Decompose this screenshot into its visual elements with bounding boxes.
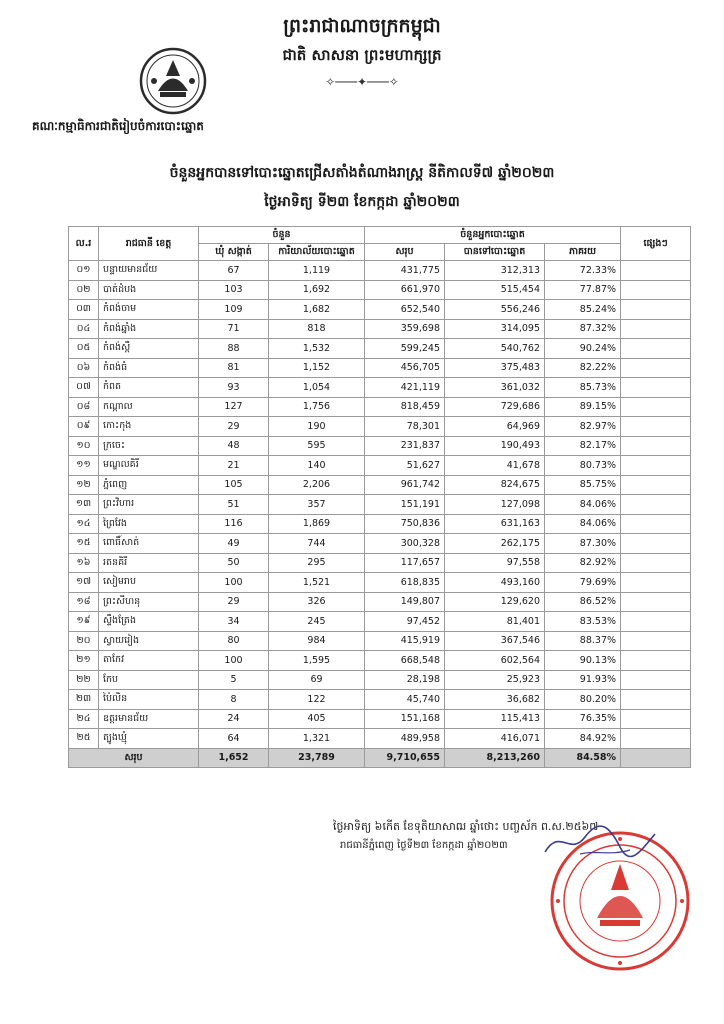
row-voted: 81,401	[445, 612, 545, 632]
row-percent: 85.73%	[545, 378, 621, 398]
row-percent: 76.35%	[545, 709, 621, 729]
header-ornament: ✧───✦───✧	[325, 75, 399, 89]
table-row	[69, 651, 691, 671]
col-header-voters-group: ចំនួនអ្នកបោះឆ្នោត	[365, 227, 621, 244]
row-percent: 89.15%	[545, 397, 621, 417]
row-stations: 357	[269, 495, 365, 515]
row-communes: 64	[199, 729, 269, 749]
row-no: ១២	[69, 475, 99, 495]
row-communes: 103	[199, 280, 269, 300]
row-stations: 140	[269, 456, 365, 476]
totals-stations: 23,789	[269, 748, 365, 768]
row-stations: 595	[269, 436, 365, 456]
row-stations: 122	[269, 690, 365, 710]
place-date: រាជធានីភ្នំពេញ ថ្ងៃទី២៣ ខែកក្កដា ឆ្នាំ២០២៣	[340, 840, 508, 851]
col-header-other: ផ្សេងៗ	[621, 227, 691, 261]
row-voted: 824,675	[445, 475, 545, 495]
row-percent: 82.22%	[545, 358, 621, 378]
row-registered: 961,742	[365, 475, 445, 495]
row-other	[621, 495, 691, 515]
row-stations: 984	[269, 631, 365, 651]
row-communes: 5	[199, 670, 269, 690]
row-no: ០៩	[69, 417, 99, 437]
table-row	[69, 417, 691, 437]
row-percent: 86.52%	[545, 592, 621, 612]
row-stations: 1,152	[269, 358, 365, 378]
row-voted: 314,095	[445, 319, 545, 339]
row-other	[621, 456, 691, 476]
row-voted: 556,246	[445, 300, 545, 320]
row-voted: 115,413	[445, 709, 545, 729]
totals-registered: 9,710,655	[365, 748, 445, 768]
row-percent: 79.69%	[545, 573, 621, 593]
row-percent: 85.24%	[545, 300, 621, 320]
row-stations: 295	[269, 553, 365, 573]
row-province: កោះកុង	[99, 417, 199, 437]
table-row	[69, 300, 691, 320]
row-province: សៀមរាប	[99, 573, 199, 593]
row-communes: 88	[199, 339, 269, 359]
table-row	[69, 280, 691, 300]
table-row	[69, 261, 691, 281]
row-voted: 361,032	[445, 378, 545, 398]
row-no: ១៧	[69, 573, 99, 593]
row-communes: 51	[199, 495, 269, 515]
row-voted: 190,493	[445, 436, 545, 456]
row-other	[621, 378, 691, 398]
row-province: ក្រចេះ	[99, 436, 199, 456]
row-communes: 105	[199, 475, 269, 495]
row-stations: 744	[269, 534, 365, 554]
row-province: កំពត	[99, 378, 199, 398]
row-other	[621, 280, 691, 300]
row-voted: 540,762	[445, 339, 545, 359]
row-no: ១១	[69, 456, 99, 476]
row-province: ស្ទឹងត្រែង	[99, 612, 199, 632]
table-row	[69, 534, 691, 554]
row-province: ព្រៃវែង	[99, 514, 199, 534]
row-stations: 1,054	[269, 378, 365, 398]
row-province: ត្បូងឃ្មុំ	[99, 729, 199, 749]
totals-communes: 1,652	[199, 748, 269, 768]
row-province: កែប	[99, 670, 199, 690]
totals-row	[69, 748, 691, 768]
row-stations: 1,595	[269, 651, 365, 671]
row-stations: 1,321	[269, 729, 365, 749]
row-registered: 231,837	[365, 436, 445, 456]
row-province: ប៉ៃលិន	[99, 690, 199, 710]
row-voted: 375,483	[445, 358, 545, 378]
row-no: ១៦	[69, 553, 99, 573]
report-date: ថ្ងៃអាទិត្យ ទី២៣ ខែកក្កដា ឆ្នាំ២០២៣	[264, 194, 460, 210]
row-province: កណ្ដាល	[99, 397, 199, 417]
row-province: បន្ទាយមានជ័យ	[99, 261, 199, 281]
row-stations: 69	[269, 670, 365, 690]
row-voted: 97,558	[445, 553, 545, 573]
row-no: ១០	[69, 436, 99, 456]
row-stations: 1,521	[269, 573, 365, 593]
row-percent: 80.73%	[545, 456, 621, 476]
row-stations: 245	[269, 612, 365, 632]
row-communes: 81	[199, 358, 269, 378]
col-header-total: សរុប	[365, 244, 445, 261]
row-no: ២៤	[69, 709, 99, 729]
row-communes: 21	[199, 456, 269, 476]
table-row	[69, 690, 691, 710]
row-province: ព្រះវិហារ	[99, 495, 199, 515]
row-no: ១៩	[69, 612, 99, 632]
row-communes: 50	[199, 553, 269, 573]
table-row	[69, 709, 691, 729]
row-communes: 100	[199, 651, 269, 671]
row-stations: 1,119	[269, 261, 365, 281]
table-row	[69, 358, 691, 378]
totals-label: សរុប	[69, 748, 199, 768]
row-other	[621, 670, 691, 690]
row-percent: 87.30%	[545, 534, 621, 554]
report-title: ចំនួនអ្នកបានទៅបោះឆ្នោតជ្រើសតាំងតំណាងរាស្ត្រ នីតិកាលទី៧ ឆ្នាំ២០២៣	[169, 165, 555, 181]
table-row	[69, 495, 691, 515]
row-voted: 127,098	[445, 495, 545, 515]
row-no: ០១	[69, 261, 99, 281]
row-stations: 1,756	[269, 397, 365, 417]
row-other	[621, 709, 691, 729]
col-header-percent: ភាគរយ	[545, 244, 621, 261]
row-percent: 82.17%	[545, 436, 621, 456]
row-registered: 45,740	[365, 690, 445, 710]
row-communes: 49	[199, 534, 269, 554]
table-row	[69, 475, 691, 495]
table-row	[69, 397, 691, 417]
row-other	[621, 553, 691, 573]
row-percent: 82.97%	[545, 417, 621, 437]
row-other	[621, 436, 691, 456]
row-other	[621, 397, 691, 417]
national-motto: ជាតិ សាសនា ព្រះមហាក្សត្រ	[282, 46, 442, 64]
row-percent: 82.92%	[545, 553, 621, 573]
totals-percent: 84.58%	[545, 748, 621, 768]
table-row	[69, 378, 691, 398]
col-header-communes: ឃុំ សង្កាត់	[199, 244, 269, 261]
row-communes: 109	[199, 300, 269, 320]
row-registered: 78,301	[365, 417, 445, 437]
row-communes: 29	[199, 417, 269, 437]
row-other	[621, 300, 691, 320]
row-communes: 127	[199, 397, 269, 417]
row-no: ២០	[69, 631, 99, 651]
totals-other	[621, 748, 691, 768]
row-no: ២៣	[69, 690, 99, 710]
row-percent: 84.06%	[545, 495, 621, 515]
row-stations: 190	[269, 417, 365, 437]
row-percent: 83.53%	[545, 612, 621, 632]
row-registered: 599,245	[365, 339, 445, 359]
table-row	[69, 456, 691, 476]
row-other	[621, 261, 691, 281]
row-voted: 129,620	[445, 592, 545, 612]
row-registered: 661,970	[365, 280, 445, 300]
row-registered: 818,459	[365, 397, 445, 417]
row-province: រតនគិរី	[99, 553, 199, 573]
row-registered: 151,191	[365, 495, 445, 515]
row-voted: 25,923	[445, 670, 545, 690]
signature-icon	[540, 822, 660, 862]
row-voted: 41,678	[445, 456, 545, 476]
row-no: ១៣	[69, 495, 99, 515]
row-communes: 24	[199, 709, 269, 729]
row-no: ២៥	[69, 729, 99, 749]
row-province: កំពង់ឆ្នាំង	[99, 319, 199, 339]
row-province: ស្វាយរៀង	[99, 631, 199, 651]
row-province: ភ្នំពេញ	[99, 475, 199, 495]
row-percent: 88.37%	[545, 631, 621, 651]
row-percent: 90.24%	[545, 339, 621, 359]
totals-voted: 8,213,260	[445, 748, 545, 768]
table-row	[69, 436, 691, 456]
row-communes: 71	[199, 319, 269, 339]
table-row	[69, 729, 691, 749]
row-stations: 326	[269, 592, 365, 612]
row-communes: 29	[199, 592, 269, 612]
row-other	[621, 475, 691, 495]
row-communes: 67	[199, 261, 269, 281]
row-communes: 48	[199, 436, 269, 456]
row-voted: 64,969	[445, 417, 545, 437]
row-no: ០៣	[69, 300, 99, 320]
row-no: ០៥	[69, 339, 99, 359]
col-header-voted: បានទៅបោះឆ្នោត	[445, 244, 545, 261]
row-registered: 652,540	[365, 300, 445, 320]
turnout-table	[68, 226, 691, 768]
row-no: ២១	[69, 651, 99, 671]
row-voted: 515,454	[445, 280, 545, 300]
col-header-stations: ការិយាល័យបោះឆ្នោត	[269, 244, 365, 261]
table-row	[69, 573, 691, 593]
row-registered: 456,705	[365, 358, 445, 378]
row-registered: 489,958	[365, 729, 445, 749]
row-registered: 28,198	[365, 670, 445, 690]
row-voted: 36,682	[445, 690, 545, 710]
row-province: ពោធិ៍សាត់	[99, 534, 199, 554]
row-registered: 149,807	[365, 592, 445, 612]
row-percent: 84.92%	[545, 729, 621, 749]
row-stations: 1,869	[269, 514, 365, 534]
row-province: កំពង់ចាម	[99, 300, 199, 320]
row-registered: 415,919	[365, 631, 445, 651]
row-province: កំពង់ស្ពឺ	[99, 339, 199, 359]
row-stations: 2,206	[269, 475, 365, 495]
row-percent: 91.93%	[545, 670, 621, 690]
row-province: តាកែវ	[99, 651, 199, 671]
row-voted: 367,546	[445, 631, 545, 651]
row-voted: 631,163	[445, 514, 545, 534]
row-province: កំពង់ធំ	[99, 358, 199, 378]
row-registered: 300,328	[365, 534, 445, 554]
row-no: ០៤	[69, 319, 99, 339]
row-no: ០២	[69, 280, 99, 300]
table-row	[69, 514, 691, 534]
row-percent: 77.87%	[545, 280, 621, 300]
table-row	[69, 319, 691, 339]
row-other	[621, 339, 691, 359]
row-stations: 1,692	[269, 280, 365, 300]
row-no: ០៦	[69, 358, 99, 378]
row-other	[621, 631, 691, 651]
row-no: ២២	[69, 670, 99, 690]
table-row	[69, 592, 691, 612]
row-stations: 405	[269, 709, 365, 729]
document-title	[0, 163, 724, 213]
row-no: ១៨	[69, 592, 99, 612]
kingdom-header	[0, 14, 724, 68]
lunar-date: ថ្ងៃអាទិត្យ ៦កើត ខែទុតិយាសាឍ ឆ្នាំថោះ បញ្ចស័ក ព.ស.២៥៦៧	[333, 820, 599, 833]
row-registered: 668,548	[365, 651, 445, 671]
table-row	[69, 612, 691, 632]
row-other	[621, 690, 691, 710]
col-header-no: ល.រ	[69, 227, 99, 261]
row-other	[621, 319, 691, 339]
row-other	[621, 417, 691, 437]
row-percent: 87.32%	[545, 319, 621, 339]
row-other	[621, 592, 691, 612]
row-other	[621, 534, 691, 554]
row-registered: 750,836	[365, 514, 445, 534]
kingdom-name: ព្រះរាជាណាចក្រកម្ពុជា	[283, 15, 441, 37]
row-no: ០៨	[69, 397, 99, 417]
row-communes: 93	[199, 378, 269, 398]
row-province: ឧត្តរមានជ័យ	[99, 709, 199, 729]
row-percent: 90.13%	[545, 651, 621, 671]
row-stations: 818	[269, 319, 365, 339]
nec-emblem-icon	[138, 46, 208, 116]
committee-name: គណៈកម្មាធិការជាតិរៀបចំការបោះឆ្នោត	[32, 119, 204, 133]
row-registered: 51,627	[365, 456, 445, 476]
row-registered: 359,698	[365, 319, 445, 339]
row-communes: 80	[199, 631, 269, 651]
row-registered: 618,835	[365, 573, 445, 593]
col-header-count-group: ចំនួន	[199, 227, 365, 244]
row-other	[621, 358, 691, 378]
row-voted: 312,313	[445, 261, 545, 281]
col-header-province: រាជធានី ខេត្ត	[99, 227, 199, 261]
row-registered: 151,168	[365, 709, 445, 729]
row-communes: 116	[199, 514, 269, 534]
row-no: ១៤	[69, 514, 99, 534]
row-voted: 493,160	[445, 573, 545, 593]
row-percent: 80.20%	[545, 690, 621, 710]
row-other	[621, 729, 691, 749]
row-stations: 1,532	[269, 339, 365, 359]
row-percent: 72.33%	[545, 261, 621, 281]
row-other	[621, 612, 691, 632]
table-row	[69, 339, 691, 359]
row-communes: 34	[199, 612, 269, 632]
row-other	[621, 514, 691, 534]
row-province: បាត់ដំបង	[99, 280, 199, 300]
row-voted: 416,071	[445, 729, 545, 749]
row-percent: 85.75%	[545, 475, 621, 495]
row-other	[621, 573, 691, 593]
row-voted: 262,175	[445, 534, 545, 554]
row-registered: 117,657	[365, 553, 445, 573]
row-communes: 8	[199, 690, 269, 710]
row-province: មណ្ឌលគិរី	[99, 456, 199, 476]
row-registered: 421,119	[365, 378, 445, 398]
row-province: ព្រះសីហនុ	[99, 592, 199, 612]
row-percent: 84.06%	[545, 514, 621, 534]
row-voted: 729,686	[445, 397, 545, 417]
row-registered: 97,452	[365, 612, 445, 632]
row-no: ១៥	[69, 534, 99, 554]
row-other	[621, 651, 691, 671]
row-no: ០៧	[69, 378, 99, 398]
row-communes: 100	[199, 573, 269, 593]
table-row	[69, 631, 691, 651]
table-row	[69, 553, 691, 573]
table-row	[69, 670, 691, 690]
row-stations: 1,682	[269, 300, 365, 320]
row-voted: 602,564	[445, 651, 545, 671]
row-registered: 431,775	[365, 261, 445, 281]
